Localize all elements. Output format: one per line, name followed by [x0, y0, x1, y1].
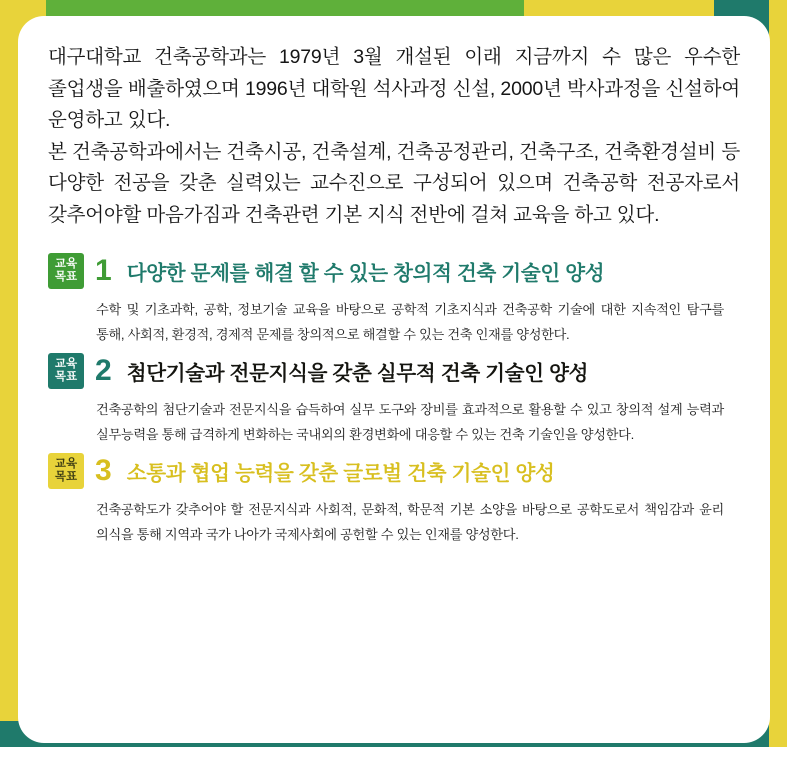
- goal-badge-line-2: 목표: [54, 371, 78, 384]
- goal-badge: [48, 253, 84, 289]
- goal-title: 다양한 문제를 해결 할 수 있는 창의적 건축 기술인 양성: [126, 262, 605, 286]
- goal-badge-line-2: 목표: [54, 271, 78, 284]
- goal-badge-line-1: 교육: [54, 257, 78, 270]
- goal-description: 건축공학의 첨단기술과 전문지식을 습득하여 실무 도구와 장비를 효과적으로 활용할 수 있고 창의적 설계 능력과 실무능력을 통해 급격하게 변화하는 국내외의 환경변화에 대응할 수 있는 건축 기술인을 양성한다.: [96, 402, 724, 442]
- intro-paragraph-2: 본 건축공학과에서는 건축시공, 건축설계, 건축공정관리, 건축구조, 건축환경설비 등 다양한 전공을 갖춘 실력있는 교수진으로 구성되어 있으며 건축공학 전공자로서 갖추어야할 마음가짐과 건축관련 기본 지식 전반에 걸쳐 교육을 하고 있다.: [48, 140, 740, 226]
- content-card: [18, 16, 770, 743]
- background-yellow-right-stripe: [769, 0, 787, 769]
- goal-item: [48, 353, 740, 447]
- goal-header: [48, 253, 740, 289]
- goal-badge-line-1: 교육: [54, 457, 78, 470]
- goal-number: 3: [95, 454, 112, 488]
- goal-number: 1: [95, 254, 112, 288]
- goal-badge-line-2: 목표: [54, 471, 78, 484]
- goal-item: [48, 253, 740, 347]
- goal-header: [48, 353, 740, 389]
- goal-description: 건축공학도가 갖추어야 할 전문지식과 사회적, 문화적, 학문적 기본 소양을 바탕으로 공학도로서 책임감과 윤리 의식을 통해 지역과 국가 나아가 국제사회에 공헌할 수 있는 인재를 양성한다.: [96, 502, 724, 542]
- intro-section: [48, 42, 740, 231]
- goals-section: [48, 253, 740, 547]
- goal-badge: [48, 453, 84, 489]
- goal-item: [48, 453, 740, 547]
- intro-paragraph-1: 대구대학교 건축공학과는 1979년 3월 개설된 이래 지금까지 수 많은 우수한 졸업생을 배출하였으며 1996년 대학원 석사과정 신설, 2000년 박사과정을 신설하여 운영하고 있다.: [48, 46, 740, 132]
- goal-badge: [48, 353, 84, 389]
- background-bottom-white-band: [0, 747, 787, 769]
- goal-description: 수학 및 기초과학, 공학, 정보기술 교육을 바탕으로 공학적 기초지식과 건축공학 기술에 대한 지속적인 탐구를 통해, 사회적, 환경적, 경제적 문제를 창의적으로 해결할 수 있는 건축 인재를 양성한다.: [96, 302, 724, 342]
- goal-title: 첨단기술과 전문지식을 갖춘 실무적 건축 기술인 양성: [126, 362, 589, 386]
- goal-title: 소통과 협업 능력을 갖춘 글로벌 건축 기술인 양성: [126, 462, 555, 486]
- goal-number: 2: [95, 354, 112, 388]
- goal-header: [48, 453, 740, 489]
- goal-badge-line-1: 교육: [54, 357, 78, 370]
